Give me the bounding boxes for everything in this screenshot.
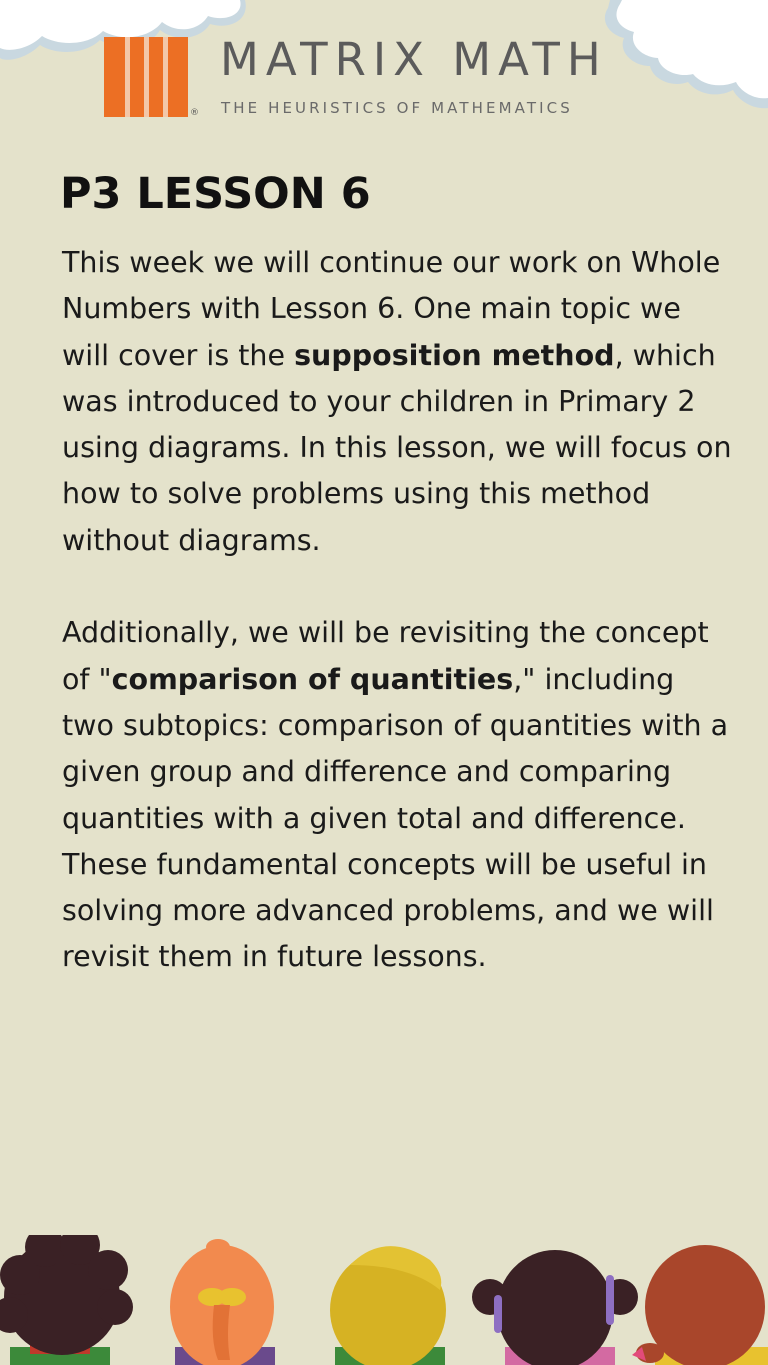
para2-text-start: Additionally, we will be revisiting the concept of " xyxy=(62,616,709,696)
children-heads-illustration xyxy=(0,1235,768,1365)
child-yellow-hair-icon xyxy=(330,1246,446,1365)
lesson-title: P3 LESSON 6 xyxy=(60,169,371,219)
child-orange-hair-icon xyxy=(170,1239,275,1365)
child-redbrown-hair-icon xyxy=(632,1245,768,1365)
paragraph-additional xyxy=(62,610,732,980)
brand-tagline: THE HEURISTICS OF MATHEMATICS xyxy=(221,99,573,117)
para1-bold-term: supposition method xyxy=(294,338,615,372)
brand-header xyxy=(104,34,664,124)
lesson-content xyxy=(62,240,732,981)
para2-text-end: ," including two subtopics: comparison of quantities with a given group and difference and comparing quantities with a given total and difference. These fundamental concepts will be useful in solving more advanced problems, and we will revisit them in future lessons. xyxy=(62,662,729,974)
striped-bars-icon xyxy=(104,37,188,117)
brand-name: MATRIX MATH xyxy=(220,33,608,86)
child-curly-hair-icon xyxy=(0,1235,133,1365)
paragraph-intro xyxy=(62,240,732,564)
child-dark-hair-clips-icon xyxy=(472,1250,638,1365)
para1-text-start: This week we will continue our work on Whole Numbers with Lesson 6. One main topic we will cover is the xyxy=(62,246,721,372)
registered-mark: ® xyxy=(190,108,199,118)
para1-text-end: , which was introduced to your children in Primary 2 using diagrams. In this lesson, we will focus on how to solve problems using this method without diagrams. xyxy=(62,338,732,557)
para2-bold-term: comparison of quantities xyxy=(111,662,514,696)
